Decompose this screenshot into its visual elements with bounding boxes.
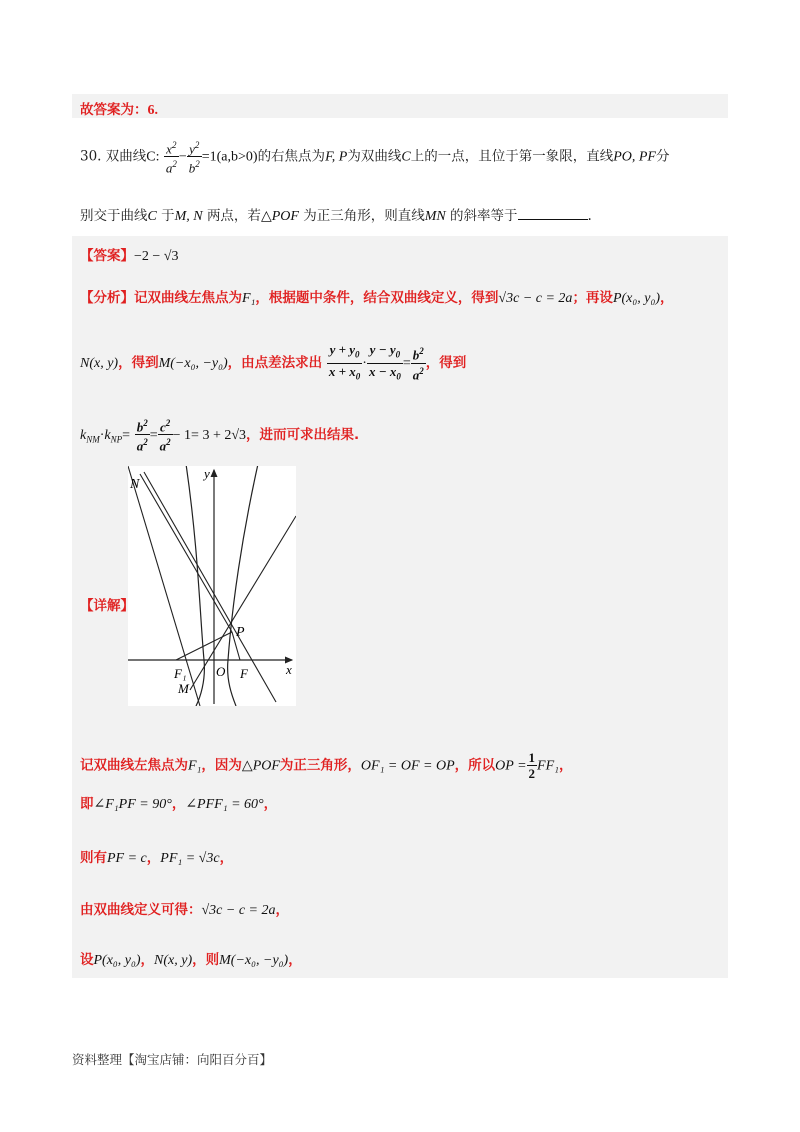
- analysis-line-3: $k_{NM}\cdot k_{NP}=$ $\frac{b^2}{a^2}$ = $\frac{c^2}{a^2}$ − 1= 3 + 2√3，进而可求出结果.: [80, 418, 360, 454]
- fraction-c2-a2: $\frac{c^2}{a^2}$: [159, 418, 171, 454]
- analysis-line-1: 【分析】记双曲线左焦点为F₁，根据题中条件，结合双曲线定义，得到√3c − c = 2a；再设P(x₀, y₀)，: [80, 290, 674, 306]
- label-x: x: [286, 662, 292, 677]
- hyperbola-figure: [128, 466, 296, 706]
- fraction-y-minus: $\frac{y - y_0}{x - x_0}$: [368, 342, 401, 382]
- detail-line-1: 记双曲线左焦点为F₁，因为△POF为正三角形，OF₁ = OF = OP，所以OP = $\frac{1}{2}$ FF₁，: [80, 750, 573, 781]
- solution-block: [72, 236, 728, 978]
- fraction-y-plus: $\frac{y + y_0}{x + x_0}$: [328, 342, 361, 382]
- answer-blank: [518, 207, 588, 220]
- question-line-2: 别交于曲线C 于M, N 两点，若△POF 为正三角形，则直线MN 的斜率等于 .: [80, 208, 592, 224]
- fraction-one-half: $\frac{1}{2}$: [528, 750, 536, 781]
- detail-line-5: 设P(x₀, y₀)，N(x, y)，则M(−x₀, −y₀)，: [80, 952, 302, 968]
- prev-answer-value: 6.: [147, 103, 158, 118]
- prev-answer-label: 故答案为：: [80, 102, 148, 118]
- detail-line-2: 即∠F₁PF = 90°，∠PFF₁ = 60°，: [80, 796, 278, 812]
- label-M: M: [178, 681, 189, 696]
- question-block: [72, 126, 728, 226]
- detail-line-4: 由双曲线定义可得：√3c − c = 2a，: [80, 902, 290, 918]
- label-y: y: [204, 466, 210, 481]
- label-F1: F₁: [174, 666, 187, 681]
- label-P: P: [236, 625, 245, 640]
- fraction-x2-a2: $\frac{x^2}{a^2}$: [165, 140, 177, 176]
- label-N: N: [130, 477, 140, 492]
- fraction-y2-b2: $\frac{y^2}{b^2}$: [188, 140, 200, 176]
- line-MN: [128, 466, 200, 706]
- question-number: 30.: [80, 148, 102, 165]
- analysis-line-2: N(x, y)，得到M(−x₀, −y₀)，由点差法求出 $\frac{y + y_0}{x + x_0}$ · $\frac{y - y_0}{x - x_0}$ = $\frac{b^2}{a^2}$ ，得到: [80, 342, 466, 384]
- detail-line-3: 则有PF = c，PF₁ = √3c，: [80, 850, 234, 866]
- fraction-b2-a2-2: $\frac{b^2}{a^2}$: [136, 418, 148, 454]
- question-line-1: 30. 双曲线C: $\frac{x^2}{a^2}$ − $\frac{y^2}{b^2}$ =1(a,b>0)的右焦点为F, P为双曲线C上的一点，且位于第一象限，直线PO, PF分: [80, 140, 670, 176]
- figure-svg: [128, 466, 296, 706]
- answer-value: −2 − √3: [134, 249, 179, 264]
- label-F: F: [240, 666, 248, 681]
- label-O: O: [216, 664, 226, 679]
- prev-answer-block: [72, 94, 728, 118]
- detail-label: 【详解】: [80, 598, 134, 614]
- page-footer: 资料整理【淘宝店铺：向阳百分百】: [72, 1052, 273, 1067]
- answer-label: 【答案】: [80, 248, 134, 264]
- analysis-label: 【分析】: [80, 290, 134, 306]
- fraction-b2-a2: $\frac{b^2}{a^2}$: [412, 346, 424, 382]
- answer-line: [80, 244, 178, 265]
